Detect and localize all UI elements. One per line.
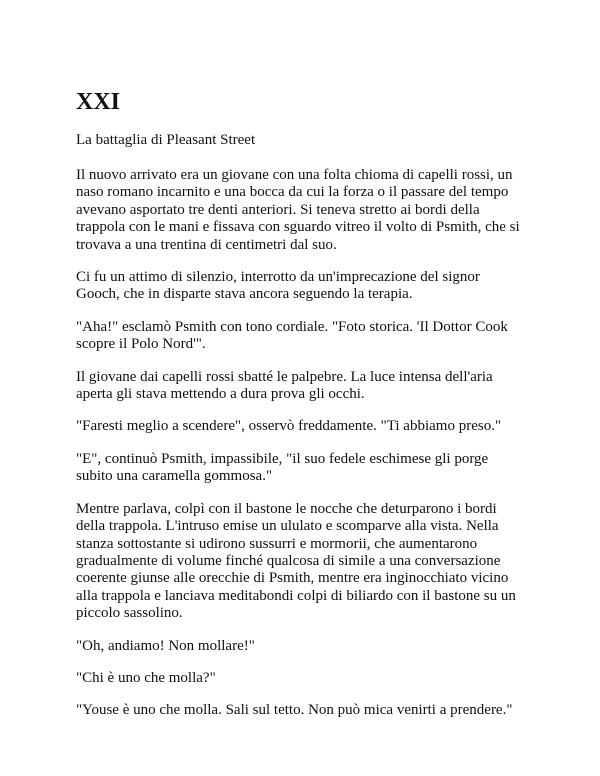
chapter-number: XXI xyxy=(76,89,121,115)
paragraph: "Youse è uno che molla. Sali sul tetto. Non può mica venirti a prendere." xyxy=(76,702,513,719)
paragraph: "Oh, andiamo! Non mollare!" xyxy=(76,637,255,654)
document-page xyxy=(76,88,526,735)
paragraph: "E", continuò Psmith, impassibile, "il suo fedele eschimese gli porge subito una caramella gommosa." xyxy=(76,450,489,485)
paragraph: "Faresti meglio a scendere", osservò freddamente. "Ti abbiamo preso." xyxy=(76,418,502,435)
paragraph: Mentre parlava, colpì con il bastone le nocche che deturparono i bordi della trappola. L'intruso emise un ululato e scomparve alla vista. Nella stanza sottostante si udirono sussurri e mormorii, che aumentarono gradualmente di volume finché qualcosa di simile a una conversazione coerente giunse alle orecchie di Psmith, mentre era inginocchiato vicino alla trappola e lanciava meditabondi colpi di biliardo con il bastone su un piccolo sassolino. xyxy=(76,500,516,622)
paragraph: Il nuovo arrivato era un giovane con una folta chioma di capelli rossi, un naso romano incarnito e una bocca da cui la forza o il passare del tempo avevano asportato tre denti anteriori. Si teneva stretto ai bordi della trappola con le mani e fissava con sguardo vitreo il volto di Psmith, che si trovava a una trentina di centimetri dal suo. xyxy=(76,167,520,253)
chapter-title: La battaglia di Pleasant Street xyxy=(76,132,256,148)
paragraph: "Chi è uno che molla?" xyxy=(76,669,216,686)
paragraph: Il giovane dai capelli rossi sbatté le palpebre. La luce intensa dell'aria aperta gli stava mettendo a dura prova gli occhi. xyxy=(76,368,493,403)
paragraph: Ci fu un attimo di silenzio, interrotto da un'imprecazione del signor Gooch, che in disparte stava ancora seguendo la terapia. xyxy=(76,269,480,303)
paragraph: "Aha!" esclamò Psmith con tono cordiale. "Foto storica. 'Il Dottor Cook scopre il Polo Nord'". xyxy=(76,318,508,353)
